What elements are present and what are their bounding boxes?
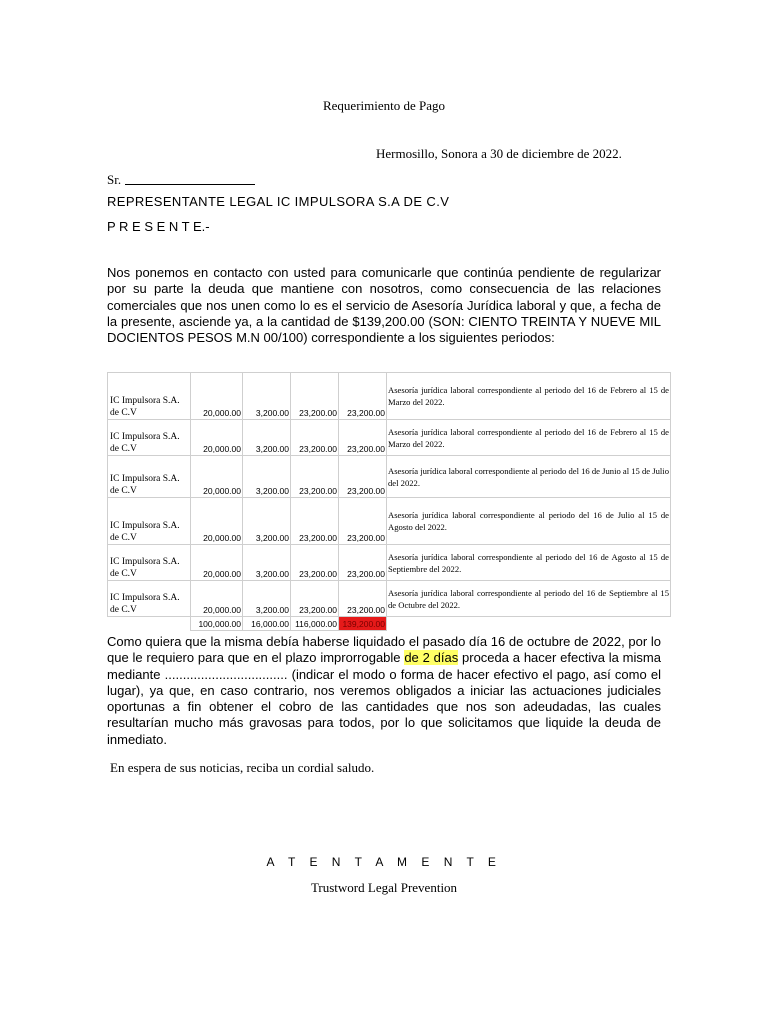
periods-table (107, 372, 671, 631)
place-date: Hermosillo, Sonora a 30 de diciembre de 2022. (376, 146, 622, 161)
closing-line: En espera de sus noticias, reciba un cordial saludo. (110, 760, 375, 775)
amount-cell: 20,000.00 (191, 545, 243, 581)
recipient: REPRESENTANTE LEGAL IC IMPULSORA S.A DE C.V (107, 194, 450, 209)
payment-text-start: Como quiera que la misma debía haberse liquidado el pasado día 16 de octubre de 2022, por lo que le requiero para que en el plazo improrrogable (107, 634, 661, 666)
subtotal-cell: 23,200.00 (291, 545, 339, 581)
totals-spacer (387, 617, 671, 631)
total-cell: 23,200.00 (339, 373, 387, 420)
amount-cell: 20,000.00 (191, 498, 243, 545)
subtotal-cell: 23,200.00 (291, 420, 339, 456)
period-description: Asesoría jurídica laboral correspondiente al periodo del 16 de Septiembre al 15 de Octubre del 2022. (387, 581, 671, 617)
total-tax: 16,000.00 (243, 617, 291, 631)
client-name: IC Impulsora S.A. de C.V (108, 456, 191, 498)
period-description: Asesoría jurídica laboral correspondiente al periodo del 16 de Febrero al 15 de Marzo del 2022. (387, 373, 671, 420)
total-cell: 23,200.00 (339, 545, 387, 581)
client-name: IC Impulsora S.A. de C.V (108, 373, 191, 420)
payment-paragraph (107, 634, 661, 748)
atentamente: A T E N T A M E N T E (266, 855, 502, 869)
table-row (108, 456, 671, 498)
client-name: IC Impulsora S.A. de C.V (108, 420, 191, 456)
period-description: Asesoría jurídica laboral correspondiente al periodo del 16 de Agosto al 15 de Septiembre del 2022. (387, 545, 671, 581)
grand-total: 139,200.00 (339, 617, 387, 631)
totals-row (108, 617, 671, 631)
total-subtotal: 116,000.00 (291, 617, 339, 631)
tax-cell: 3,200.00 (243, 373, 291, 420)
subtotal-cell: 23,200.00 (291, 373, 339, 420)
total-cell: 23,200.00 (339, 420, 387, 456)
deadline-highlight: de 2 días (404, 650, 459, 666)
client-name: IC Impulsora S.A. de C.V (108, 545, 191, 581)
table-row (108, 420, 671, 456)
table-row (108, 545, 671, 581)
signature-firm: Trustword Legal Prevention (310, 880, 458, 895)
sr-label: Sr. (107, 172, 122, 187)
period-description: Asesoría jurídica laboral correspondiente al periodo del 16 de Julio al 15 de Agosto del 2022. (387, 498, 671, 545)
total-cell: 23,200.00 (339, 498, 387, 545)
amount-cell: 20,000.00 (191, 420, 243, 456)
tax-cell: 3,200.00 (243, 420, 291, 456)
tax-cell: 3,200.00 (243, 498, 291, 545)
amount-cell: 20,000.00 (191, 581, 243, 617)
tax-cell: 3,200.00 (243, 545, 291, 581)
client-name: IC Impulsora S.A. de C.V (108, 581, 191, 617)
subtotal-cell: 23,200.00 (291, 456, 339, 498)
total-cell: 23,200.00 (339, 456, 387, 498)
totals-spacer (108, 617, 191, 631)
addressee-blank (125, 172, 255, 185)
intro-paragraph: Nos ponemos en contacto con usted para comunicarle que continúa pendiente de regularizar por su parte la deuda que mantiene con nosotros, como consecuencia de las relaciones comerciales que nos unen como lo es el servicio de Asesoría Jurídica laboral y que, a fecha de la presente, asciende ya, a la cantidad de $139,200.00 (SON: CIENTO TREINTA Y NUEVE MIL DOCIENTOS PESOS M.N 00/100) correspondiente a los siguientes periodos: (107, 265, 661, 346)
document-title: Requerimiento de Pago (322, 98, 446, 113)
table-row (108, 498, 671, 545)
addressee-line (107, 172, 255, 188)
payment-text-end: proceda a hacer efectiva la misma mediante .................................. (indicar el modo o forma de hacer efectivo el pago, así como el lugar), ya que, en caso contrario, nos veremos obligados a iniciar las actuaciones judiciales oportunas a fin obtener el cobro de las cantidades que nos son adeudadas, las cuales resultarían mucho más gravosas para todos, por lo que solicitamos que liquide la deuda de inmediato. (107, 650, 661, 747)
tax-cell: 3,200.00 (243, 456, 291, 498)
amount-cell: 20,000.00 (191, 373, 243, 420)
tax-cell: 3,200.00 (243, 581, 291, 617)
table-row (108, 581, 671, 617)
subtotal-cell: 23,200.00 (291, 581, 339, 617)
total-amount: 100,000.00 (191, 617, 243, 631)
period-description: Asesoría jurídica laboral correspondiente al periodo del 16 de Junio al 15 de Julio del 2022. (387, 456, 671, 498)
presente: P R E S E N T E.- (107, 219, 210, 234)
total-cell: 23,200.00 (339, 581, 387, 617)
table-row (108, 373, 671, 420)
amount-cell: 20,000.00 (191, 456, 243, 498)
period-description: Asesoría jurídica laboral correspondiente al periodo del 16 de Febrero al 15 de Marzo del 2022. (387, 420, 671, 456)
subtotal-cell: 23,200.00 (291, 498, 339, 545)
client-name: IC Impulsora S.A. de C.V (108, 498, 191, 545)
